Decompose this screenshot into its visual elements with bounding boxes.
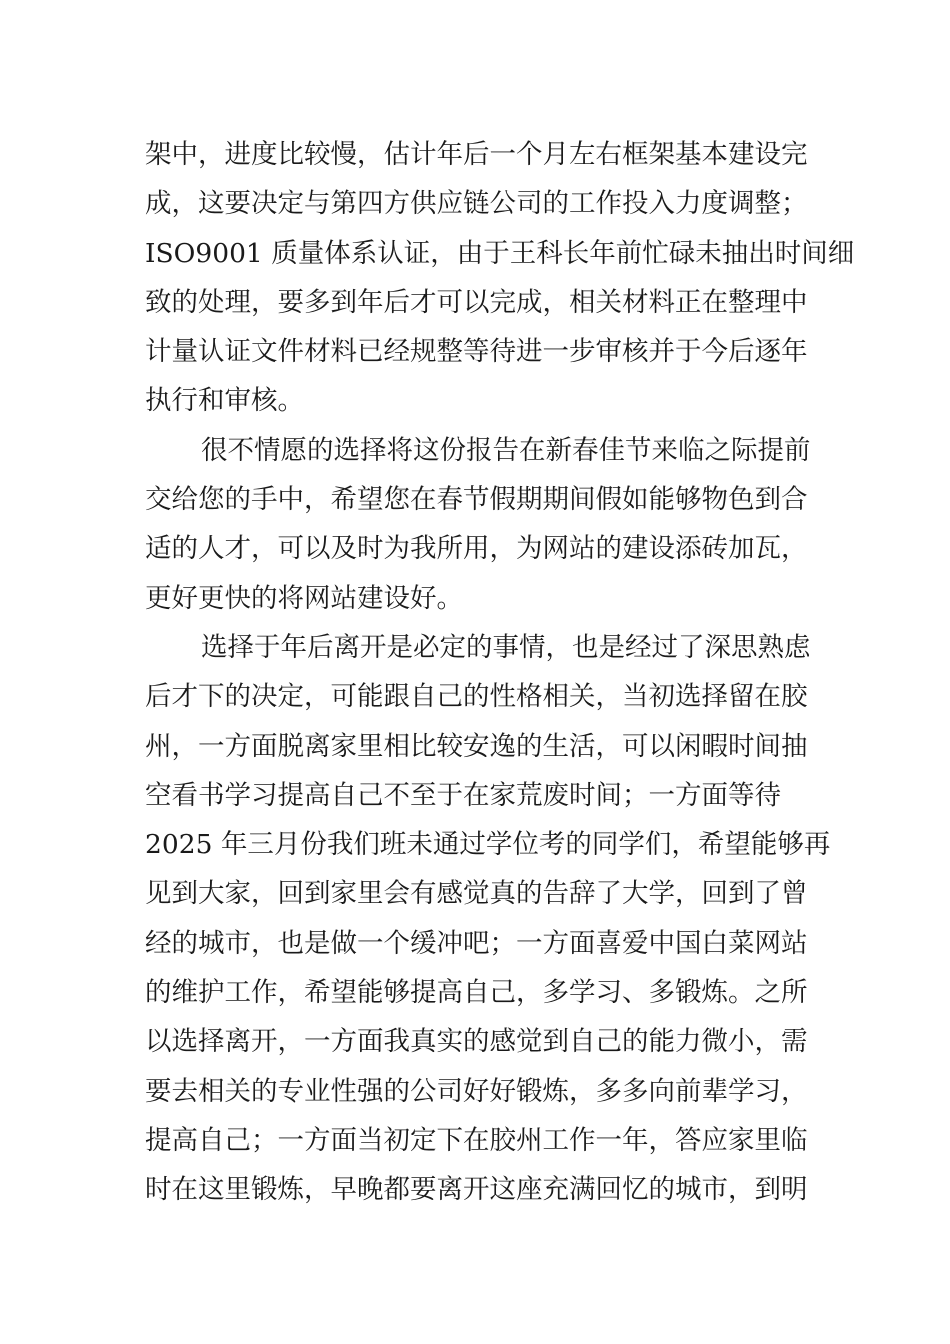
text-line: 执行和审核。 bbox=[145, 385, 304, 417]
paragraph-1 bbox=[145, 130, 855, 426]
text-line: 经的城市，也是做一个缓冲吧；一方面喜爱中国白菜网站 bbox=[145, 927, 808, 959]
text-line: 很不情愿的选择将这份报告在新春佳节来临之际提前 bbox=[201, 434, 811, 466]
text-line: 州，一方面脱离家里相比较安逸的生活，可以闲暇时间抽 bbox=[145, 730, 808, 762]
text-line: 交给您的手中，希望您在春节假期期间假如能够物色到合 bbox=[145, 484, 808, 516]
text-line: 空看书学习提高自己不至于在家荒废时间；一方面等待 bbox=[145, 779, 781, 811]
text-line: 成，这要决定与第四方供应链公司的工作投入力度调整； bbox=[145, 188, 808, 220]
text-line: 选择于年后离开是必定的事情，也是经过了深思熟虑 bbox=[201, 631, 811, 663]
text-line: 2025 年三月份我们班未通过学位考的同学们，希望能够再 bbox=[145, 829, 831, 861]
text-line: 以选择离开，一方面我真实的感觉到自己的能力微小，需 bbox=[145, 1026, 808, 1058]
text-line: 架中，进度比较慢，估计年后一个月左右框架基本建设完 bbox=[145, 139, 808, 170]
text-line: 致的处理，要多到年后才可以完成，相关材料正在整理中 bbox=[145, 286, 808, 318]
document-body bbox=[145, 130, 855, 1215]
text-line: ISO9001 质量体系认证，由于王科长年前忙碌未抽出时间细 bbox=[145, 237, 855, 269]
text-line: 计量认证文件材料已经规整等待进一步审核并于今后逐年 bbox=[145, 336, 808, 368]
text-line: 后才下的决定，可能跟自己的性格相关，当初选择留在胶 bbox=[145, 681, 808, 713]
text-line: 提高自己；一方面当初定下在胶州工作一年，答应家里临 bbox=[145, 1124, 808, 1156]
paragraph-2 bbox=[145, 426, 810, 623]
paragraph-3 bbox=[145, 623, 831, 1215]
text-line: 更好更快的将网站建设好。 bbox=[145, 582, 463, 614]
text-line: 适的人才，可以及时为我所用，为网站的建设添砖加瓦， bbox=[145, 533, 808, 565]
text-line: 要去相关的专业性强的公司好好锻炼，多多向前辈学习， bbox=[145, 1075, 808, 1107]
text-line: 见到大家，回到家里会有感觉真的告辞了大学，回到了曾 bbox=[145, 878, 808, 910]
text-line: 的维护工作，希望能够提高自己，多学习、多锻炼。之所 bbox=[145, 977, 808, 1009]
text-line: 时在这里锻炼，早晚都要离开这座充满回忆的城市，到明 bbox=[145, 1174, 808, 1206]
